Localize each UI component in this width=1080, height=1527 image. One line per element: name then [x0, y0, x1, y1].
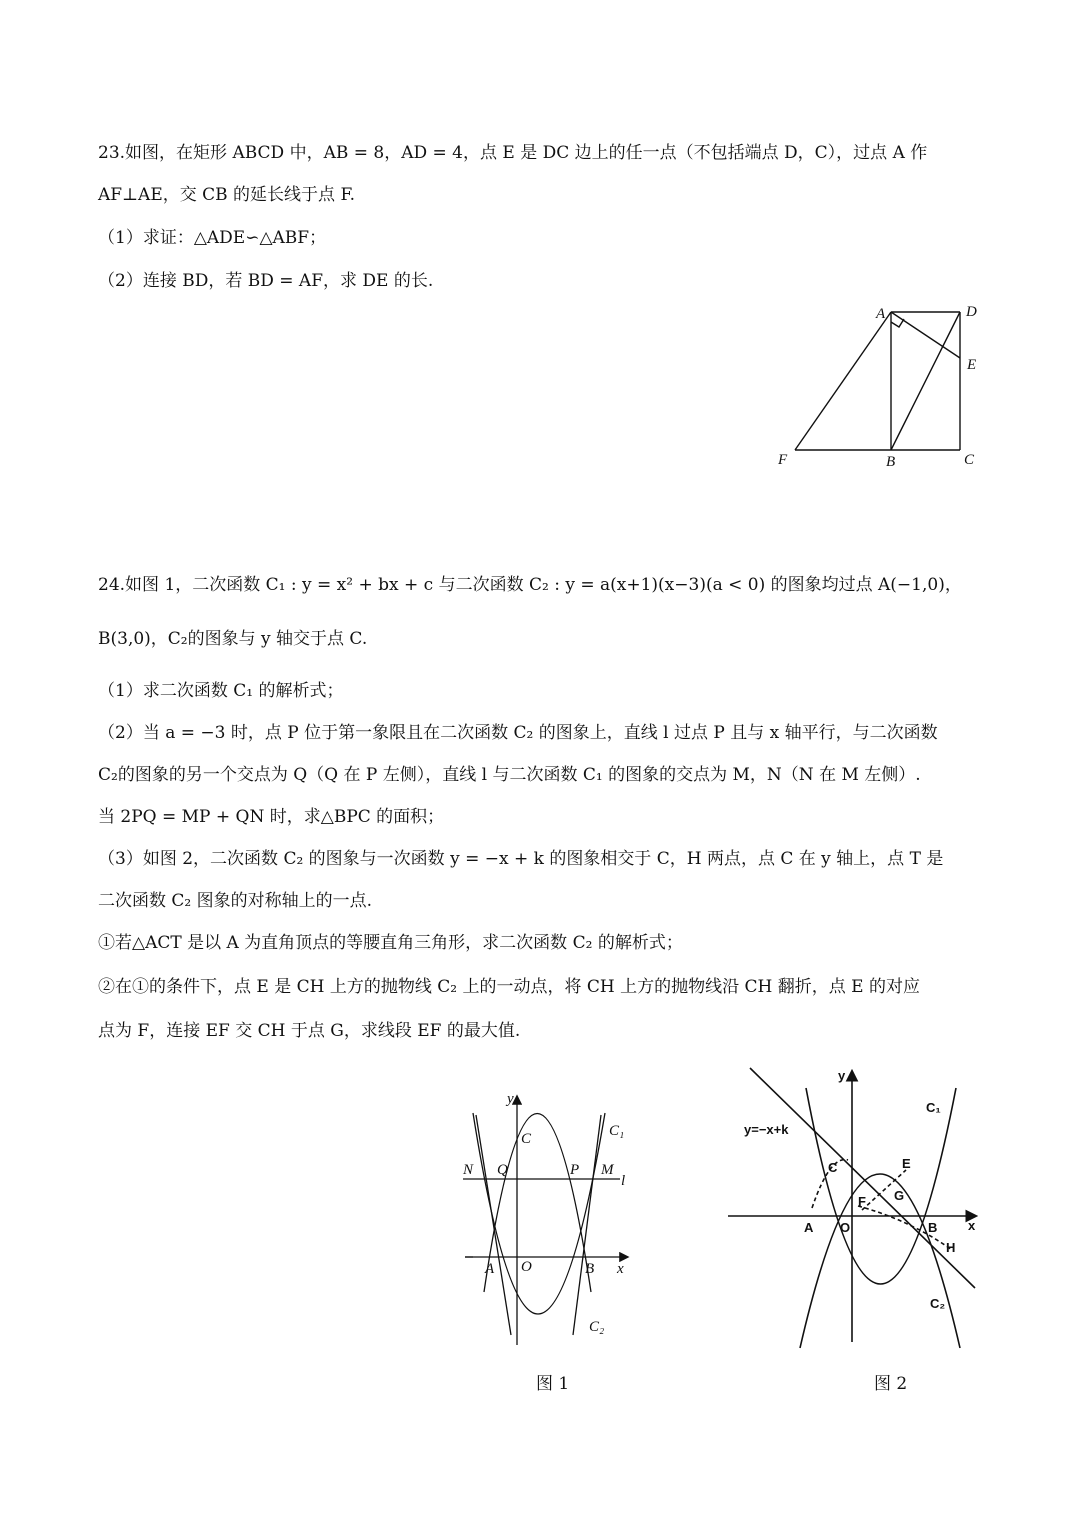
fig2-dashed-right — [858, 1206, 952, 1250]
fig2-label-o: O — [840, 1220, 851, 1235]
fig1-label-a: A — [485, 1261, 495, 1277]
fig2-label-e: E — [902, 1156, 911, 1171]
segment-bd — [891, 312, 960, 450]
q24-line-4: （2）当 a = −3 时，点 P 位于第一象限且在二次函数 C₂ 的图象上，直线 l 过点 P 且与 x 轴平行，与二次函数 — [98, 723, 938, 743]
q24-line-11: 点为 F，连接 EF 交 CH 于点 G，求线段 EF 的最大值. — [98, 1021, 521, 1041]
fig1-label-o: O — [521, 1259, 532, 1275]
q23-line-1: 23.如图，在矩形 ABCD 中，AB = 8，AD = 4，点 E 是 DC 边上的任一点（不包括端点 D，C），过点 A 作 — [98, 143, 928, 163]
c1-left-branch — [476, 1115, 511, 1335]
q24-line-8: 二次函数 C₂ 图象的对称轴上的一点. — [98, 891, 373, 911]
fig2-label-x: x — [968, 1218, 976, 1233]
fig1-label-l: l — [621, 1173, 626, 1189]
fig2-label-b: B — [928, 1220, 938, 1235]
fig1-label-c: C — [521, 1131, 532, 1147]
fig2-label-a: A — [804, 1220, 814, 1235]
fig1-label-c2: C₂ — [589, 1319, 605, 1335]
fig1-label-m: M — [601, 1162, 614, 1178]
fig1-label-n: N — [463, 1162, 474, 1178]
fig1-label-x: x — [617, 1261, 624, 1277]
q24-line-10: ②在①的条件下，点 E 是 CH 上方的抛物线 C₂ 上的一动点，将 CH 上方的抛物线沿 CH 翻折，点 E 的对应 — [98, 977, 920, 997]
fig1-label-b: B — [585, 1261, 595, 1277]
fig2-label-line: y=−x+k — [744, 1122, 789, 1137]
figure-2-caption: 图 2 — [874, 1374, 908, 1394]
q24-line-6: 当 2PQ = MP + QN 时，求△BPC 的面积； — [98, 807, 445, 827]
q24-line-1: 24.如图 1，二次函数 C₁ : y = x² + bx + c 与二次函数 C₂ : y = a(x+1)(x−3)(a < 0) 的图象均过点 A(−1,0)， — [98, 575, 962, 595]
q24-figure-1 — [455, 1085, 645, 1350]
q24-figure-2 — [720, 1060, 985, 1350]
label-d: D — [966, 304, 977, 320]
fig1-label-y: y — [507, 1091, 514, 1107]
fig2-label-h: H — [946, 1240, 956, 1255]
c1-right-branch — [573, 1115, 601, 1335]
curve-c1 — [473, 1113, 605, 1314]
segment-ae — [891, 312, 960, 358]
label-e: E — [967, 357, 977, 373]
fig1-label-p: P — [570, 1162, 580, 1178]
segment-af — [795, 312, 891, 450]
fig1-label-c1: C₁ — [609, 1123, 625, 1139]
q23-line-4: （2）连接 BD，若 BD = AF，求 DE 的长. — [98, 271, 434, 291]
q24-line-9: ①若△ACT 是以 A 为直角顶点的等腰直角三角形，求二次函数 C₂ 的解析式； — [98, 933, 683, 953]
fig2-label-c2: C₂ — [930, 1296, 946, 1311]
fig2-label-g: G — [894, 1188, 905, 1203]
q23-line-3: （1）求证：△ADE∽△ABF； — [98, 228, 327, 248]
label-f: F — [778, 452, 788, 468]
q24-line-7: （3）如图 2，二次函数 C₂ 的图象与一次函数 y = −x + k 的图象相交于 C，H 两点，点 C 在 y 轴上，点 T 是 — [98, 849, 944, 869]
fig2-curve-c1 — [806, 1088, 956, 1284]
fig2-label-c1: C₁ — [926, 1100, 941, 1115]
fig2-label-c: C — [828, 1160, 838, 1175]
label-c: C — [964, 452, 975, 468]
fig2-label-y: y — [838, 1068, 846, 1083]
label-a: A — [876, 306, 886, 322]
fig1-label-q: Q — [497, 1162, 508, 1178]
q24-line-5: C₂的图象的另一个交点为 Q（Q 在 P 左侧），直线 l 与二次函数 C₁ 的图象的交点为 M，N（N 在 M 左侧）. — [98, 765, 921, 785]
q23-line-2: AF⊥AE，交 CB 的延长线于点 F. — [98, 185, 356, 205]
q24-line-3: （1）求二次函数 C₁ 的解析式； — [98, 681, 344, 701]
fig2-label-f: F — [858, 1194, 866, 1209]
q23-figure — [770, 298, 1000, 478]
fig2-curve-c2 — [800, 1174, 960, 1348]
figure-1-caption: 图 1 — [536, 1374, 570, 1394]
line-y-eq-neg-x-plus-k — [750, 1068, 975, 1288]
q24-line-2: B(3,0)，C₂的图象与 y 轴交于点 C. — [98, 629, 368, 649]
label-b: B — [886, 454, 896, 470]
